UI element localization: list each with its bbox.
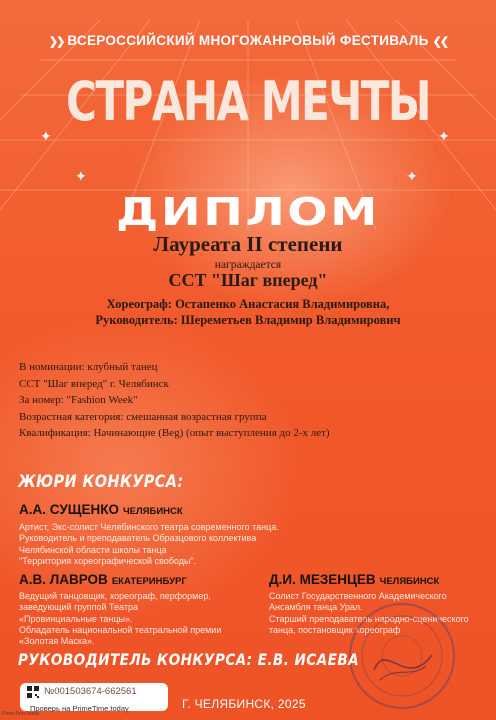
jury-member-name-row [19,502,279,517]
festival-name: ВСЕРОССИЙСКИЙ МНОГОЖАНРОВЫЙ ФЕСТИВАЛЬ [67,33,429,48]
stamp-seal [346,600,458,712]
bio-line: Челябинской области школы танца [19,544,167,555]
bio-line: Старший преподаватель народно-сценического [269,613,469,624]
qr-code-icon [26,685,40,699]
diploma-word: ДИПЛОМ [116,190,380,234]
bio-line: танца, постановщик хореограф [269,624,401,635]
nomination-details [19,359,330,442]
chevrons-left-icon: ❯❯ [48,36,64,48]
bio-line: Обладатель национальной театральной премии [19,624,222,635]
jury-member-name-row [269,572,469,587]
bio-line: Артист, Экс-солист Челябинского театра современного танца. [19,522,279,532]
bio-line: Ведущий танцовщик, хореограф, перформер, [19,591,211,601]
jury-member-bio [19,591,221,647]
star-icon: ✦ [406,168,418,184]
star-icon: ✦ [40,128,52,144]
verify-link[interactable]: Проверь на PrimeTime.today [30,704,129,713]
detail-line: ССТ "Шаг вперед" г. Челябинск [19,377,169,390]
star-icon: ✦ [438,128,450,144]
bio-line: Солист Государственного Академического [269,591,447,601]
team-name: ССТ "Шаг вперед" [168,270,328,290]
jury-member-name-row [19,572,221,587]
jury-member [19,502,279,567]
bio-line: «Золотая Маска». [19,636,95,647]
jury-title: ЖЮРИ КОНКУРСА: [18,472,184,492]
bio-line: "Территория хореографической свободы". [19,555,197,566]
awarded-label: награждается [214,259,282,271]
choreographer-line: Хореограф: Остапенко Анастасия Владимировна, [106,297,390,311]
jury-member-city: ЧЕЛЯБИНСК [379,576,440,587]
jury-member-name: А.А. СУЩЕНКО [19,502,119,517]
jury-member-name: А.В. ЛАВРОВ [19,572,108,587]
festival-header [0,33,496,48]
bio-line: Ансамбля танца Урал. [269,602,363,613]
team-people [0,296,496,328]
chevrons-right-icon: ❮❮ [432,36,448,48]
detail-line: Квалификация: Начинающие (Beg) (опыт выступления до 2-х лет) [19,427,330,440]
detail-line: В номинации: клубный танец [19,361,158,373]
bio-line: Руководитель и преподаватель Образцового коллектива [19,533,257,544]
leader-line: Руководитель: Шереметьев Владимир Владимирович [95,313,401,327]
bio-line: заведующий группой Театра [19,602,138,613]
detail-line: За номер: "Fashion Week" [19,394,138,407]
jury-member-city: ЕКАТЕРИНБУРГ [111,576,187,587]
site-tag: PrimeTime.today [2,711,40,717]
laureate-degree: Лауреата II степени [153,232,343,256]
city-year: Г. ЧЕЛЯБИНСК, 2025 [182,697,306,711]
document-number: №001503674-662561 [44,686,137,697]
star-icon: ✦ [75,168,87,184]
jury-member-bio [19,522,279,567]
jury-member [19,572,221,647]
jury-member-city: ЧЕЛЯБИНСК [122,506,183,517]
detail-line: Возрастная категория: смешанная возрастная группа [19,410,267,423]
jury-member-name: Д.И. МЕЗЕНЦЕВ [269,572,376,587]
bio-line: «Провинциальные танцы». [19,613,133,624]
contest-director: РУКОВОДИТЕЛЬ КОНКУРСА: Е.В. ИСАЕВА [18,650,360,669]
festival-title: СТРАНА МЕЧТЫ [65,70,430,133]
